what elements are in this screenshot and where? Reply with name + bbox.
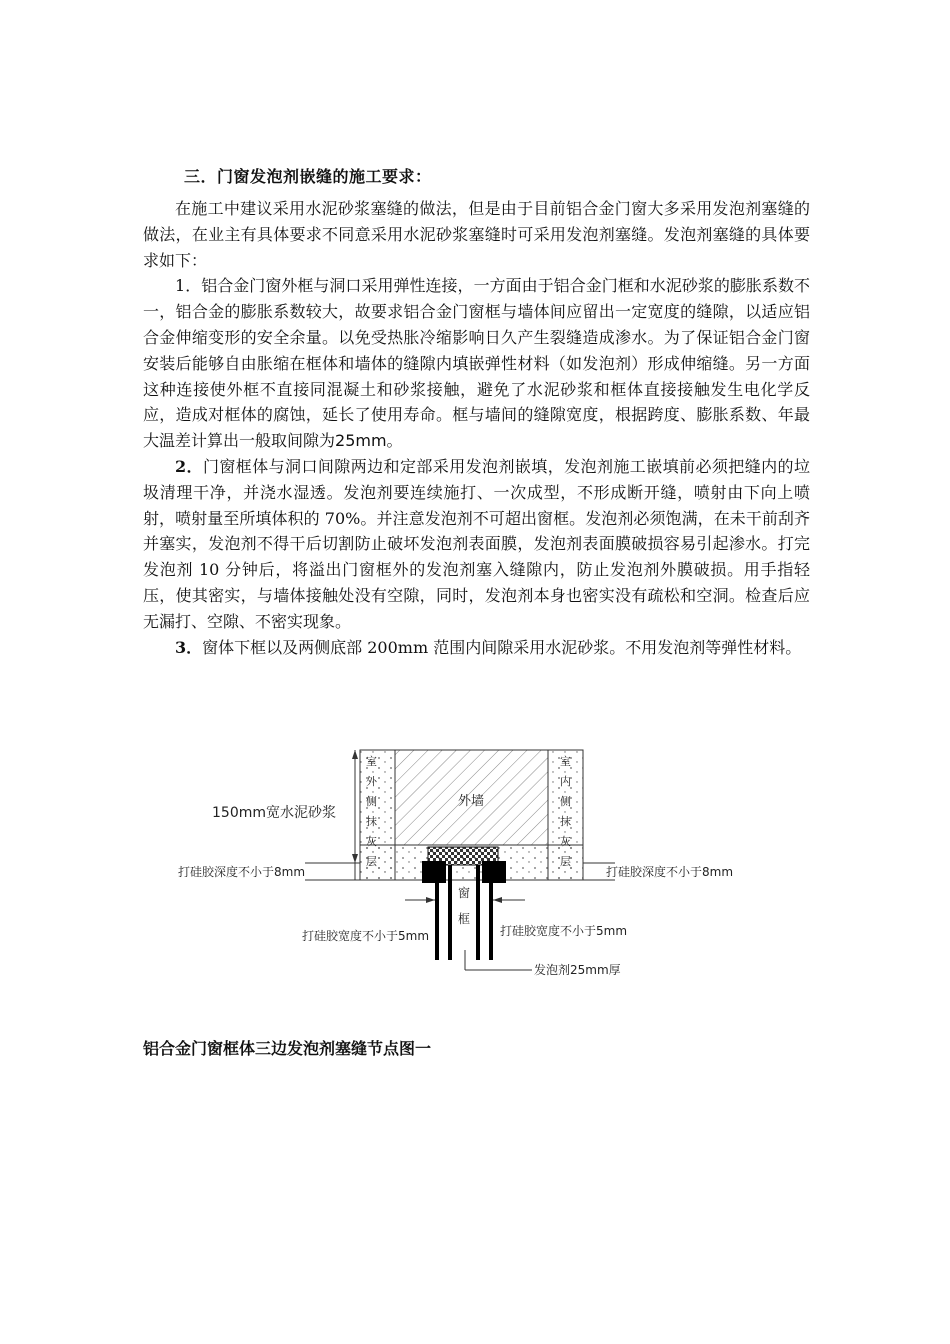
intro-paragraph: 在施工中建议采用水泥砂浆塞缝的做法，但是由于目前铝合金门窗大多采用发泡剂塞缝的做法，在业主有具体要求不同意采用水泥砂浆塞缝时可采用发泡剂塞缝。发泡剂塞缝的具体要求如下： [143, 199, 810, 270]
item-1-end: 。 [386, 431, 403, 451]
item-1-number: 1． [175, 276, 202, 296]
item-1-gap-value: 25mm [335, 431, 387, 451]
arrow-icon [493, 897, 502, 903]
depth-right-label: 打硅胶深度不小于8mm [606, 865, 734, 879]
item-2-paragraph [143, 454, 810, 635]
wall-label: 外墙 [458, 794, 485, 809]
mortar-label: 150mm宽水泥砂浆 [212, 805, 336, 821]
depth-left-label: 打硅胶深度不小于8mm [178, 865, 306, 879]
item-3-text: 窗体下框以及两侧底部 200mm 范围内间隙采用水泥砂浆。不用发泡剂等弹性材料。 [202, 637, 802, 657]
inner-plaster-char: 侧 [560, 795, 571, 808]
width-right-label: 打硅胶宽度不小于5mm [500, 924, 628, 938]
outer-plaster-char: 室 [366, 755, 377, 768]
inner-plaster-char: 层 [560, 855, 571, 868]
item-2-text: 门窗框体与洞口间隙两边和定部采用发泡剂嵌填，发泡剂施工嵌填前必须把缝内的垃圾清理干净，并浇水湿透。发泡剂要连续施打、一次成型，不形成断开缝，喷射由下向上喷射，喷射量至所填体积的 70%。并注意发泡剂不可超出窗框。发泡剂必须饱满，在未干前刮齐并塞实，发泡剂不得干后切割防止破坏发泡剂表面膜，发泡剂表面膜破损容易引起渗水。打完发泡剂 10 分钟后，将溢出门窗框外的发泡剂塞入缝隙内，防止发泡剂外膜破损。用手指轻压，使其密实，与墙体接触处没有空隙，同时，发泡剂本身也密实没有疏松和空洞。检查后应无漏打、空隙、不密实现象。 [143, 456, 810, 631]
figure-caption: 铝合金门窗框体三边发泡剂塞缝节点图一 [143, 1039, 432, 1058]
item-1-text: 铝合金门窗外框与洞口采用弹性连接，一方面由于铝合金门框和水泥砂浆的膨胀系数不一，铝合金的膨胀系数较大，故要求铝合金门窗框与墙体间应留出一定宽度的缝隙，以适应铝合金伸缩变形的安全余量。以免受热胀冷缩影响日久产生裂缝造成渗水。为了保证铝合金门窗安装后能够自由胀缩在框体和墙体的缝隙内填嵌弹性材料（如发泡剂）形成伸缩缝。另一方面这种连接使外框不直接同混凝土和砂浆接触，避免了水泥砂浆和框体直接接触发生电化学反应，造成对框体的腐蚀，延长了使用寿命。框与墙间的缝隙宽度，根据跨度、膨胀系数、年最大温差计算出一般取间隙为 [143, 276, 810, 451]
outer-plaster-char: 层 [366, 855, 377, 868]
item-3-paragraph [143, 635, 810, 661]
item-3-number: 3． [175, 637, 203, 657]
frame-left-flange [422, 861, 446, 883]
arrow-icon [352, 854, 358, 863]
arrow-icon [352, 750, 358, 759]
inner-plaster-char: 室 [560, 755, 571, 768]
item-1-paragraph [143, 273, 810, 454]
body-text [143, 196, 810, 660]
foam-label: 发泡剂25mm厚 [534, 963, 621, 977]
joint-detail-drawing [160, 735, 760, 985]
frame-right-flange [482, 861, 506, 883]
arrow-icon [426, 897, 435, 903]
outer-plaster-char: 外 [366, 775, 377, 788]
width-left-label: 打硅胶宽度不小于5mm [302, 929, 430, 943]
item-2-number: 2． [175, 456, 203, 476]
inner-plaster-char: 灰 [560, 835, 571, 848]
frame-char: 框 [458, 912, 471, 926]
outer-plaster-char: 抹 [366, 815, 377, 828]
inner-plaster-char: 内 [560, 775, 571, 788]
frame-char: 窗 [458, 886, 471, 900]
inner-plaster-char: 抹 [560, 815, 571, 828]
section-heading: 三．门窗发泡剂嵌缝的施工要求： [184, 167, 432, 186]
outer-plaster-char: 灰 [366, 835, 377, 848]
outer-plaster-char: 侧 [366, 795, 377, 808]
